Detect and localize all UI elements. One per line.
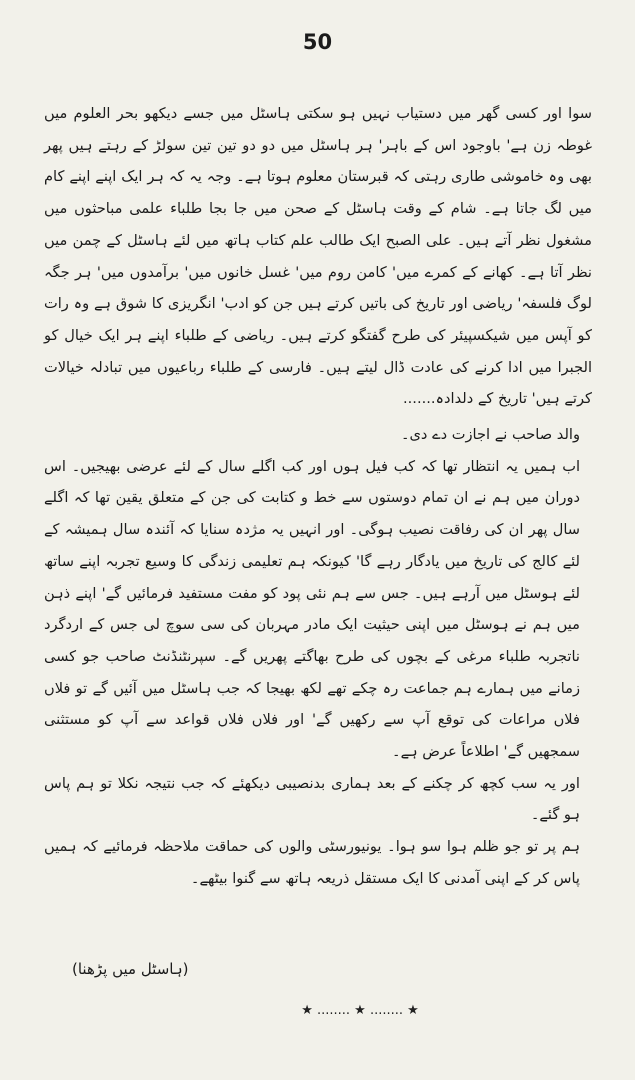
page-body bbox=[44, 98, 592, 895]
section-separator bbox=[280, 1000, 440, 1030]
paragraph-4: اور یہ سب کچھ کر چکنے کے بعد ہماری بدنصیبی دیکھئے کہ جب نتیجہ نکلا تو ہم پاس ہو گئے۔ bbox=[44, 774, 580, 824]
paragraph-2: والد صاحب نے اجازت دے دی۔ bbox=[400, 426, 580, 444]
paragraph-3: اب ہمیں یہ انتظار تھا کہ کب فیل ہوں اور کب اگلے سال کے لئے عرضی بھیجیں۔ اس دوران میں ہم نے ان تمام دوستوں سے خط و کتابت کی جن کے متعلق یقین تھا کہ اگلے سال پھر ان کی رفاقت نصیب ہوگی۔ اور انہیں یہ مژدہ سنایا کہ آئندہ سال ہمیشہ کے لئے کالج کی تاریخ میں یادگار رہے گا' کیونکہ ہم تعلیمی زندگی کا وسیع تجربہ اپنے ساتھ لئے ہوسٹل میں آرہے ہیں۔ جس سے ہم نئی پود کو مفت مستفید فرمائیں گے' اپنے ذہن میں ہم نے ہوسٹل میں اپنی حیثیت ایک مادر مہربان کی سی سوچ لی جس کے اردگرد ناتجربہ طلباء مرغی کے بچوں کی طرح بھاگتے پھریں گے۔ سپرنٹنڈنٹ صاحب جو کسی زمانے میں ہمارے ہم جماعت رہ چکے تھے لکھ بھیجا کہ جب ہاسٹل میں آئیں گے تو فلاں فلاں مراعات کی توقع آپ سے رکھیں گے' اور فلاں فلاں قواعد سے آپ کو مستثنی سمجھیں گے' اطلاعاً عرض ہے۔ bbox=[44, 457, 580, 761]
paragraph-1: سوا اور کسی گھر میں دستیاب نہیں ہو سکتی ہاسٹل میں جسے دیکھو بحر العلوم میں غوطہ زن ہے' باوجود اس کے باہر' ہر ہاسٹل میں دو دو تین تین سولڑ کے رہتے ہیں پھر بھی وہ خاموشی طاری رہتی کہ قبرستان معلوم ہوتا ہے۔ وجہ یہ کہ ہر ایک اپنے اپنے کام میں لگ جاتا ہے۔ شام کے وقت ہاسٹل کے صحن میں جا بجا طلباء علمی مباحثوں میں مشغول نظر آتے ہیں۔ علی الصبح ایک طالب علم کتاب ہاتھ میں لئے ہاسٹل کے چمن میں نظر آتا ہے۔ کھانے کے کمرے میں' کامن روم میں' غسل خانوں میں' برآمدوں میں' ہر جگہ لوگ فلسفہ' ریاضی اور تاریخ کی باتیں کرتے ہیں جن کو ادب' انگریزی کا شوق ہے وہ رات کو آپس میں شیکسپیئر کی طرح گفتگو کرتے ہیں۔ ریاضی کے طلباء اپنے ہر ایک خیال کو الجبرا میں ادا کرنے کی عادت ڈال لیتے ہیں۔ فارسی کے طلباء رباعیوں میں تبادلہ خیالات کرتے ہیں' تاریخ کے دلدادہ....... bbox=[44, 105, 592, 408]
paragraph-5: ہم پر تو جو ظلم ہوا سو ہوا۔ یونیورسٹی والوں کی حماقت ملاحظہ فرمائیے کہ ہمیں پاس کر کے اپنی آمدنی کا ایک مستقل ذریعہ ہاتھ سے گنوا بیٹھے۔ bbox=[44, 838, 580, 887]
page-number: 50 bbox=[302, 30, 333, 54]
separator-text: ★ ........ ★ ........ ★ bbox=[301, 1003, 419, 1018]
source-reference: (ہاسٹل میں پڑھنا) bbox=[72, 960, 189, 978]
